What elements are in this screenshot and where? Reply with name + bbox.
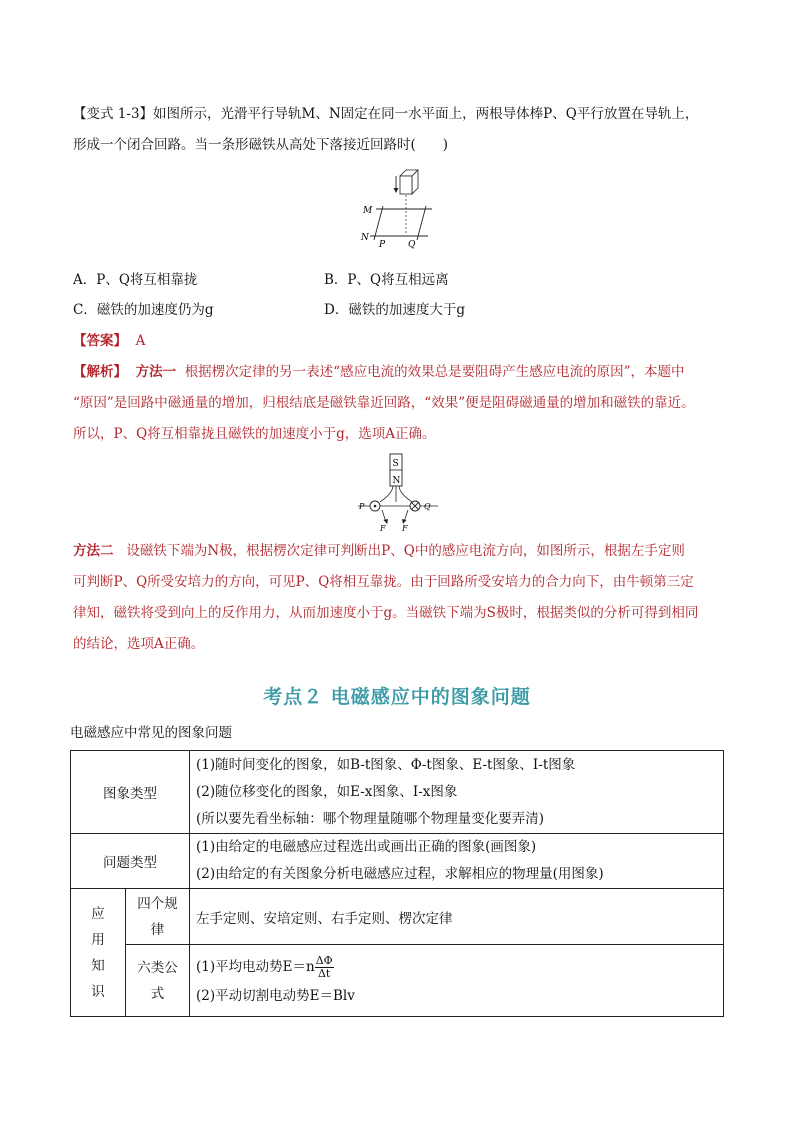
graph-type-line-1: (1)随时间变化的图象，如B-t图象、Φ-t图象、E-t图象、I-t图象 [196,756,576,773]
label-f1: F [380,524,386,532]
method-two-line-1 [73,541,685,561]
sub-head-six-formulas: 六类公式 [126,945,190,1017]
method-one-label: 方法一 [135,364,177,380]
table-row [71,834,724,889]
answer-value: A [135,333,146,349]
force-diagram [352,452,444,532]
question-text-1: 如图所示，光滑平行导轨M、N固定在同一水平面上，两根导体棒P、Q平行放置在导轨上， [153,106,699,122]
label-m: M [363,206,373,216]
analysis-line-1 [73,362,685,382]
answer-label: 【答案】 [73,333,127,349]
analysis-line-2: “原因”是回路中磁通量的增加，归根结底是磁铁靠近回路，“效果”便是阻碍磁通量的增加和磁铁的靠近。 [73,395,695,411]
label-f2: F [402,524,408,532]
method-two-text-1: 设磁铁下端为N极，根据楞次定律可判断出P、Q中的感应电流方向，如图所示，根据左手定则 [126,543,685,559]
label-p: P [379,240,386,250]
section-heading: 考点２ 电磁感应中的图象问题 [263,686,531,708]
four-rules-cell: 左手定则、安培定则、右手定则、楞次定律 [190,889,724,945]
row-head-applied-knowledge: 应用知识 [71,889,126,1017]
label-n: N [361,233,369,243]
label-q2: Q [424,502,431,511]
vertical-magnet [390,454,402,486]
method-two-line-4: 的结论，选项A正确。 [73,636,205,652]
current-out-symbol [370,501,380,511]
pole-s: S [392,459,399,469]
graph-type-line-2: (2)随位移变化的图象，如E-x图象、I-x图象 [196,783,458,800]
graph-type-cell [190,751,724,834]
rail-diagram [356,168,436,252]
label-q: Q [408,240,416,250]
bar-magnet [400,170,418,194]
option-d: D．磁铁的加速度大于g [324,302,465,318]
table-intro: 电磁感应中常见的图象问题 [70,725,232,741]
problem-type-line-2: (2)由给定的有关图象分析电磁感应过程，求解相应的物理量(用图象) [196,866,604,882]
method-two-label: 方法二 [73,543,114,559]
row-head-problem-type: 问题类型 [71,834,190,889]
question-line-2: 形成一个闭合回路。当一条形磁铁从高处下落接近回路时( ) [73,137,449,153]
table-row [71,945,724,1017]
analysis-text-1: 根据楞次定律的另一表述“感应电流的效果总是要阻碍产生感应电流的原因”，本题中 [184,364,685,380]
delta-fraction [315,955,334,980]
rod-p [374,206,383,240]
formula-text-1: (1)平均电动势E＝n [196,959,315,975]
current-in-symbol [410,501,420,511]
row-head-graph-type: 图象类型 [71,751,190,834]
graph-problem-table [70,750,724,1017]
sub-head-four-rules: 四个规律 [126,889,190,945]
option-c: C．磁铁的加速度仍为g [73,302,214,318]
analysis-line-3: 所以，P、Q将互相靠拢且磁铁的加速度小于g，选项A正确。 [73,426,436,442]
analysis-label: 【解析】 [73,364,127,380]
table-row [71,751,724,834]
graph-type-line-3: (所以要先看坐标轴：哪个物理量随哪个物理量变化要弄清) [196,810,545,827]
table-row [71,889,724,945]
problem-type-line-1: (1)由给定的电磁感应过程选出或画出正确的图象(画图象) [196,839,537,855]
method-two-line-2: 可判断P、Q所受安培力的方向，可见P、Q将相互靠拢。由于回路所受安培力的合力向下，由牛顿第三定 [73,574,694,590]
problem-type-cell [190,834,724,889]
question-label: 【变式 1-3】 [73,106,154,122]
option-a: A．P、Q将互相靠拢 [73,272,198,288]
method-two-line-3: 律知，磁铁将受到向上的反作用力，从而加速度小于g。当磁铁下端为S极时，根据类似的分析可得到相同 [73,605,699,621]
down-arrow [394,176,399,193]
question-line-1 [73,104,698,124]
fraction-numerator: ΔΦ [315,954,333,967]
option-b: B．P、Q将互相远离 [324,272,449,288]
formula-line-1 [196,951,717,983]
label-p2: P [359,502,365,511]
rod-q [417,206,426,240]
fraction-denominator: Δt [317,967,331,980]
pole-n: N [392,476,401,486]
answer-line [73,331,145,351]
six-formulas-cell [190,945,724,1017]
formula-line-2: (2)平动切割电动势E＝Blv [196,988,355,1004]
